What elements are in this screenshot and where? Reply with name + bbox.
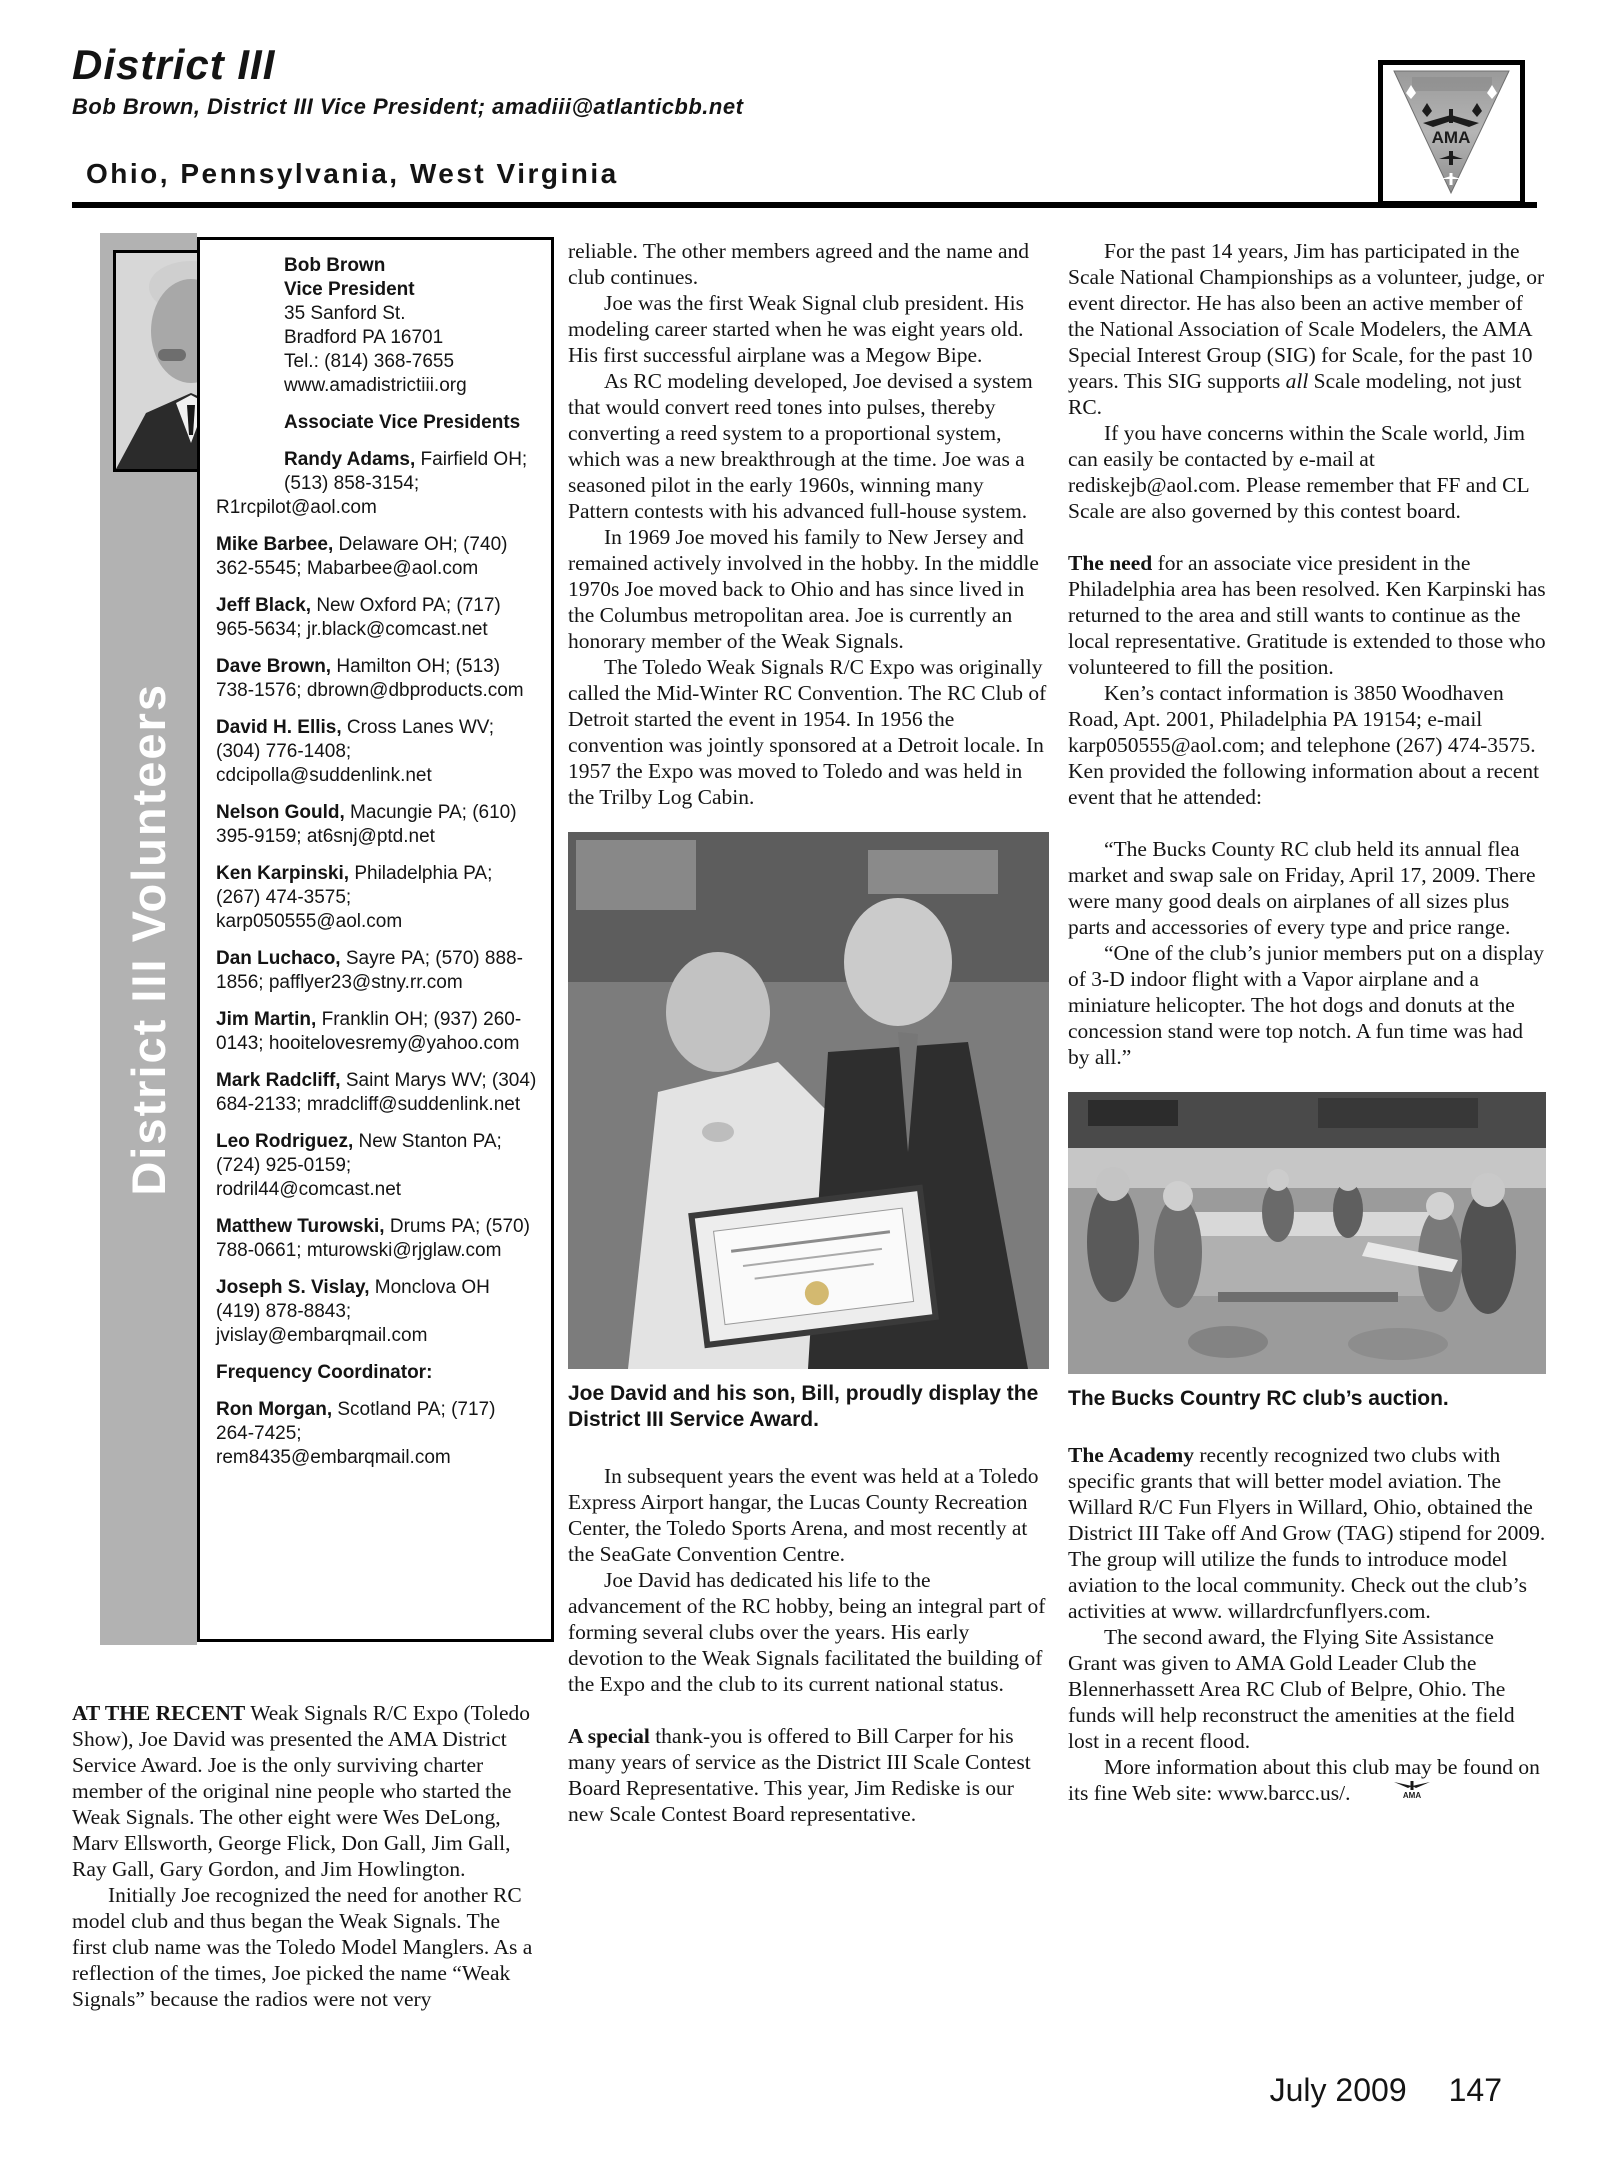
vp-address-line1: 35 Sanford St.	[284, 303, 406, 324]
vp-website: www.amadistrictiii.org	[284, 375, 467, 396]
photo-caption: The Bucks Country RC club’s auction.	[1068, 1387, 1449, 1410]
volunteer-name: Leo Rodriguez,	[216, 1131, 354, 1152]
volunteer-entry	[216, 862, 537, 934]
ama-logo	[1378, 60, 1525, 206]
volunteer-info: Macungie PA; (610) 395-9159; at6snj@ptd.net	[216, 802, 517, 847]
paragraph-lead: The need	[1068, 551, 1153, 575]
volunteer-entry	[216, 655, 537, 703]
auction-photo-placeholder	[1068, 1092, 1546, 1374]
award-photo-placeholder	[568, 832, 1049, 1369]
vp-title: Vice President	[284, 279, 415, 300]
vp-address-line2: Bradford PA 16701	[284, 327, 444, 348]
region-heading: Ohio, Pennsylvania, West Virginia	[86, 158, 619, 189]
volunteer-entry	[216, 1069, 537, 1117]
auction-photo	[1068, 1092, 1546, 1374]
paragraph-text: thank-you is offered to Bill Carper for his many years of service as the District III Scale Contest Board Representative. This year, Jim Rediske is our new Scale Contest Board representative.	[568, 1724, 1031, 1826]
article-paragraph: “The Bucks County RC club held its annual flea market and swap sale on Friday, April 17, 2009. There were many good deals on airplanes of all sizes plus parts and accessories of every type and price range.	[1068, 837, 1536, 939]
volunteer-info: New Oxford PA; (717) 965-5634; jr.black@comcast.net	[216, 595, 501, 640]
paragraph-lead: A special	[568, 1724, 650, 1748]
volunteer-info: Scotland PA; (717) 264-7425; rem8435@embarqmail.com	[216, 1399, 496, 1468]
article-paragraph	[1068, 550, 1546, 680]
volunteer-info: Cross Lanes WV; (304) 776-1408; cdcipolla@suddenlink.net	[216, 717, 495, 786]
volunteer-entry	[216, 1008, 537, 1056]
paragraph-emphasis: all	[1285, 369, 1309, 393]
article-paragraph: “One of the club’s junior members put on a display of 3-D indoor flight with a Vapor airplane and a miniature helicopter. The hot dogs and donuts at the concession stand were top notch. A fun time was had by all.”	[1068, 941, 1545, 1069]
volunteer-entry	[216, 801, 537, 849]
paragraph-text: recently recognized two clubs with specific grants that will better model aviation. The Willard R/C Fun Flyers in Willard, Ohio, obtained the District III Take off And Grow (TAG) stipend for 2009. The group will utilize the funds to introduce model aviation to the local community. Check out the club’s activities at www. willardrcfunflyers.com.	[1068, 1443, 1546, 1623]
column-left	[72, 1700, 535, 2012]
volunteer-info: Hamilton OH; (513) 738-1576; dbrown@dbproducts.com	[216, 656, 524, 701]
volunteer-entry	[216, 1215, 537, 1263]
volunteer-info: Fairfield OH; (513) 858-3154; R1rcpilot@aol.com	[216, 449, 528, 518]
volunteer-name: Dan Luchaco,	[216, 948, 341, 969]
article-paragraph	[72, 1700, 535, 1882]
joe-david-photo	[568, 832, 1049, 1369]
svg-text:AMA: AMA	[1431, 128, 1471, 147]
paragraph-text: More information about this club may be found on its fine Web site: www.barcc.us/.	[1068, 1755, 1540, 1805]
article-paragraph: Initially Joe recognized the need for another RC model club and thus began the Weak Signals. The first club name was the Toledo Model Manglers. As a reflection of the times, Joe picked the name “Weak Signals” because the radios were not very	[72, 1883, 533, 2011]
article-paragraph: If you have concerns within the Scale world, Jim can easily be contacted by e-mail at rediskejb@aol.com. Please remember that FF and CL Scale are also governed by this contest board.	[1068, 421, 1529, 523]
article-paragraph: The Toledo Weak Signals R/C Expo was originally called the Mid-Winter RC Convention. The RC Club of Detroit started the event in 1954. In 1956 the convention was jointly sponsored at a Detroit locale. In 1957 the Expo was moved to Toledo and was held in the Trilby Log Cabin.	[568, 655, 1047, 809]
volunteer-name: Joseph S. Vislay,	[216, 1277, 370, 1298]
article-paragraph: Joe was the first Weak Signal club president. His modeling career started when he was eight years old. His first successful airplane was a Megow Bipe.	[568, 291, 1025, 367]
issue-date: July 2009	[1269, 2072, 1407, 2108]
volunteer-name: David H. Ellis,	[216, 717, 342, 738]
volunteer-info: Franklin OH; (937) 260-0143; hooitelovesremy@yahoo.com	[216, 1009, 522, 1054]
volunteer-entry	[216, 1276, 537, 1348]
ama-pennant-icon	[1384, 67, 1519, 199]
article-paragraph: The second award, the Flying Site Assistance Grant was given to AMA Gold Leader Club the Blennerhassett Area RC Club of Belpre, Ohio. The funds will help reconstruct the amenities at the field lost in a recent flood.	[1068, 1625, 1515, 1753]
paragraph-text: Weak Signals R/C Expo (Toledo Show), Joe David was presented the AMA District Service Award. Joe is the only surviving charter member of the original nine people who started the Weak Signals. The other eight were Wes DeLong, Marv Ellsworth, George Flick, Don Gall, Jim Gall, Ray Gall, Gary Gordon, and Jim Howlington.	[72, 1701, 531, 1881]
volunteers-strip-label: District III Volunteers	[122, 682, 175, 1196]
volunteer-entry	[216, 533, 537, 581]
volunteer-info: Philadelphia PA; (267) 474-3575; karp050555@aol.com	[216, 863, 493, 932]
page-number: 147	[1448, 2072, 1502, 2108]
column-middle	[568, 238, 1049, 1827]
frequency-coordinator-entry	[216, 1398, 537, 1470]
ama-end-mark-icon	[1356, 1780, 1432, 1806]
article-paragraph: Joe David has dedicated his life to the advancement of the RC hobby, being an integral part of forming several clubs over the years. His early devotion to the Weak Signals facilitated the building of the Expo and the club to its current national status.	[568, 1568, 1046, 1696]
volunteer-name: Jeff Black,	[216, 595, 312, 616]
paragraph-text: for an associate vice president in the Philadelphia area has been resolved. Ken Karpinski has returned to the area and still wants to continue as the local representative. Gratitude is extended to those who volunteered to fill the position.	[1068, 551, 1546, 679]
volunteer-info: Sayre PA; (570) 888-1856; pafflyer23@stny.rr.com	[216, 948, 523, 993]
volunteer-info: Delaware OH; (740) 362-5545; Mabarbee@aol.com	[216, 534, 508, 579]
article-paragraph	[1068, 1754, 1546, 1806]
volunteer-name: Ken Karpinski,	[216, 863, 350, 884]
volunteer-entry	[216, 1130, 537, 1202]
volunteer-name: Matthew Turowski,	[216, 1216, 385, 1237]
volunteer-info: Monclova OH (419) 878-8843; jvislay@embarqmail.com	[216, 1277, 490, 1346]
masthead	[72, 41, 1372, 120]
frequency-coordinator-heading: Frequency Coordinator:	[216, 1362, 433, 1383]
volunteer-entry	[216, 594, 537, 642]
svg-text:AMA: AMA	[1403, 1791, 1422, 1800]
article-paragraph: Ken’s contact information is 3850 Woodhaven Road, Apt. 2001, Philadelphia PA 19154; e-mail karp050555@aol.com; and telephone (267) 474-3575. Ken provided the following information about a recent event that he attended:	[1068, 681, 1540, 809]
header-rule	[72, 202, 1537, 208]
vp-name: Bob Brown	[284, 255, 386, 276]
volunteer-info: Drums PA; (570) 788-0661; mturowski@rjglaw.com	[216, 1216, 530, 1261]
article-paragraph: reliable. The other members agreed and the name and club continues.	[568, 239, 1030, 289]
page-footer	[1270, 2072, 1502, 2109]
volunteer-name: Dave Brown,	[216, 656, 332, 677]
paragraph-lead: AT THE RECENT	[72, 1701, 246, 1725]
volunteer-name: Mike Barbee,	[216, 534, 334, 555]
article-paragraph: In 1969 Joe moved his family to New Jersey and remained actively involved in the hobby. In the middle 1970s Joe moved back to Ohio and has since lived in the Columbus metropolitan area. Joe is currently an honorary member of the Weak Signals.	[568, 525, 1039, 653]
avp-heading: Associate Vice Presidents	[284, 412, 521, 433]
volunteer-name: Mark Radcliff,	[216, 1070, 341, 1091]
byline: Bob Brown, District III Vice President; amadiii@atlanticbb.net	[72, 94, 744, 119]
volunteer-name: Ron Morgan,	[216, 1399, 333, 1420]
article-paragraph	[568, 1723, 1049, 1827]
volunteer-info: Saint Marys WV; (304) 684-2133; mradcliff@suddenlink.net	[216, 1070, 537, 1115]
article-paragraph: As RC modeling developed, Joe devised a system that would convert reed tones into pulses, thereby converting a reed system to a proportional system, which was a new breakthrough at the time. Joe was a seasoned pilot in the early 1960s, winning many Pattern contests with his advanced full-house system.	[568, 369, 1033, 523]
volunteer-entry	[216, 716, 537, 788]
article-paragraph	[1068, 238, 1546, 420]
article-paragraph: In subsequent years the event was held at a Toledo Express Airport hangar, the Lucas County Recreation Center, the Toledo Sports Arena, and most recently at the SeaGate Convention Centre.	[568, 1464, 1039, 1566]
photo-spacer	[216, 254, 284, 484]
volunteer-entry	[216, 947, 537, 995]
volunteer-name: Nelson Gould,	[216, 802, 345, 823]
paragraph-text: Scale modeling, not just RC.	[1068, 369, 1522, 419]
district-contact-box	[197, 237, 554, 1642]
page-title: District III	[72, 41, 276, 88]
volunteer-info: New Stanton PA; (724) 925-0159; rodril44@comcast.net	[216, 1131, 502, 1200]
vp-telephone: Tel.: (814) 368-7655	[284, 351, 455, 372]
column-right	[1068, 238, 1546, 1806]
volunteer-name: Randy Adams,	[284, 449, 416, 470]
volunteer-name: Jim Martin,	[216, 1009, 317, 1030]
photo-caption: Joe David and his son, Bill, proudly display the District III Service Award.	[568, 1382, 1039, 1431]
article-paragraph	[1068, 1442, 1546, 1624]
paragraph-lead: The Academy	[1068, 1443, 1195, 1467]
paragraph-text: For the past 14 years, Jim has participated in the Scale National Championships as a volunteer, judge, or event director. He has also been an active member of the National Association of Scale Modelers, the AMA Special Interest Group (SIG) for Scale, for the past 10 years. This SIG supports	[1068, 239, 1545, 393]
